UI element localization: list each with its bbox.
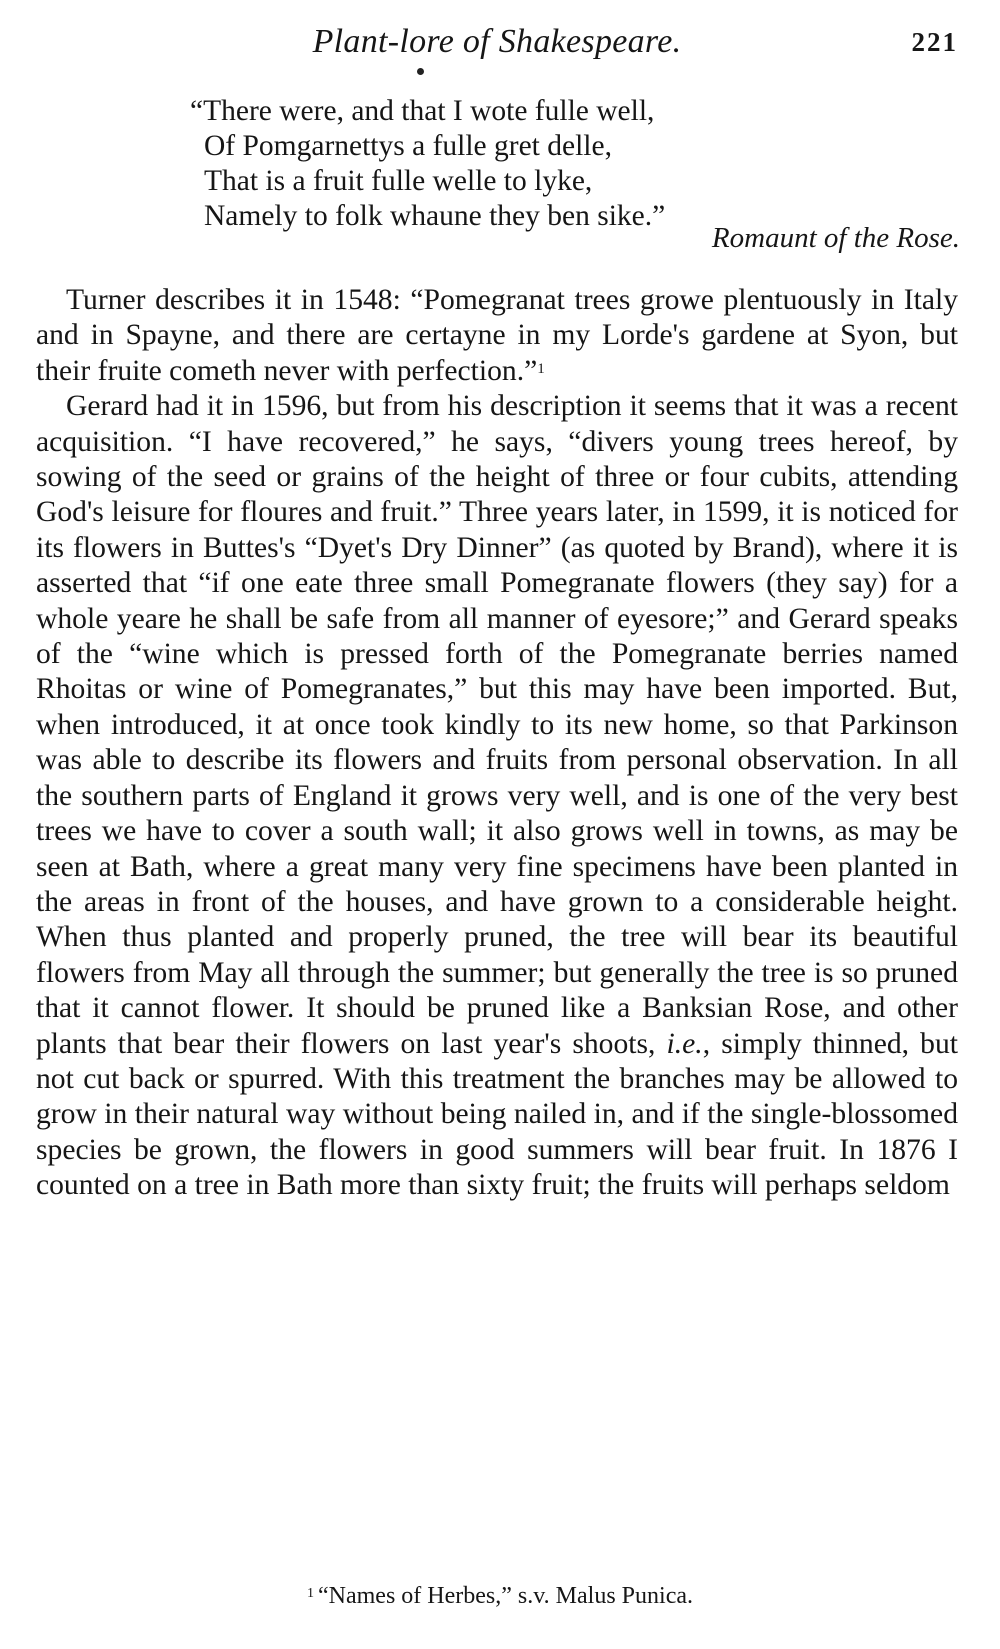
paragraph-turner: [36, 283, 958, 389]
verse-line: Of Pomgarnettys a fulle gret delle,: [204, 130, 612, 162]
printer-dot: [417, 68, 424, 75]
footnote-text: “Names of Herbes,” s.v. Malus Punica.: [317, 1583, 693, 1609]
page-number: 221: [911, 27, 958, 57]
running-title: Plant-lore of Shakespeare.: [312, 23, 682, 60]
verse-quotation: [190, 94, 960, 234]
paragraph-text: , simply thinned, but not cut back or spurred. With this treatment the branches may be allowed to grow in their natural way without being nailed in, and if the single-blossomed species be grown, the flowers in good summers will bear fruit. In 1876 I counted on a tree in Bath more than sixty fruit; the fruits will perhaps seldom: [36, 1027, 958, 1202]
footnote-reference: 1: [537, 360, 545, 377]
italic-abbreviation: i.e.: [666, 1027, 703, 1060]
verse-line: “There were, and that I wote fulle well,: [190, 95, 655, 127]
footnote-mark: 1: [306, 1586, 314, 1601]
page-header: [36, 20, 958, 64]
paragraph-text: Turner describes it in 1548: “Pomegranat trees growe plentuously in Italy and in Spayne, and there are certayne in my Lorde's gardene at Syon, but their fruite cometh never with perfection.”: [36, 284, 958, 387]
verse-source: Romaunt of the Rose.: [711, 222, 960, 254]
paragraph-gerard: [36, 389, 958, 1203]
paragraph-text: Gerard had it in 1596, but from his description it seems that it was a recent acquisition. “I have recovered,” he says, “divers young trees hereof, by sowing of the seed or grains of the height of three or four cubits, attending God's leisure for floures and fruit.” Three years later, in 1599, it is noticed for its flowers in Buttes's “Dyet's Dry Dinner” (as quoted by Brand), where it is asserted that “if one eate three small Pomegranate flowers (they say) for a whole yeare he shall be safe from all manner of eyesore;” and Gerard speaks of the “wine which is pressed forth of the Pomegranate berries named Rhoitas or wine of Pomegranates,” but this may have been imported. But, when introduced, it at once took kindly to its new home, so that Parkinson was able to describe its flowers and fruits from personal observation. In all the southern parts of England it grows very well, and is one of the very best trees we have to cover a south wall; it also grows well in towns, as may be seen at Bath, where a great many very fine specimens have been planted in the areas in front of the houses, and have grown to a considerable height. When thus planted and properly pruned, the tree will bear its beautiful flowers from May all through the summer; but generally the tree is so pruned that it cannot flower. It should be pruned like a Banksian Rose, and other plants that bear their flowers on last year's shoots,: [36, 390, 958, 1060]
verse-line: That is a fruit fulle welle to lyke,: [204, 165, 593, 197]
footnote: [0, 1580, 1000, 1612]
verse-line: Namely to folk whaune they ben sike.”: [204, 200, 666, 232]
body-text: [36, 283, 958, 1204]
